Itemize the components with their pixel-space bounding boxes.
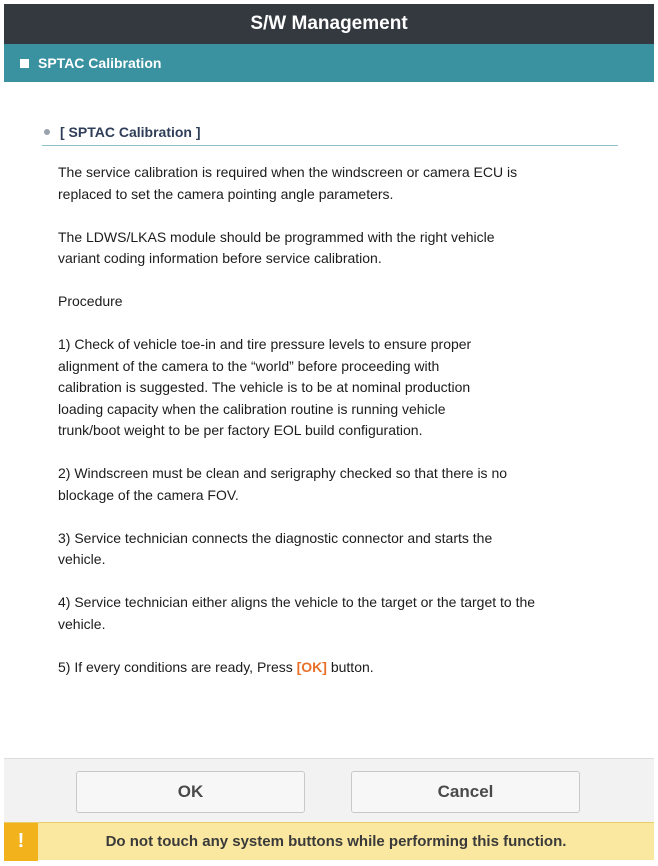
- cancel-button[interactable]: Cancel: [351, 771, 580, 813]
- section-title: [ SPTAC Calibration ]: [60, 123, 201, 140]
- content-panel: [4, 82, 654, 758]
- procedure-step-1: 1) Check of vehicle toe-in and tire pressure levels to ensure proper alignment of the camera to the “world” before proceeding with calibration is suggested. The vehicle is to be at nominal production loading capacity when the calibration routine is running vehicle trunk/boot weight to be per factory EOL build configuration.: [58, 336, 472, 438]
- subheader-label: SPTAC Calibration: [38, 55, 162, 71]
- step-5-prefix: 5) If every conditions are ready, Press: [58, 658, 297, 675]
- step-5-suffix: button.: [326, 658, 374, 675]
- section-header: [42, 118, 618, 146]
- instructions-text: [58, 162, 624, 700]
- procedure-step-5: [58, 657, 624, 679]
- warning-text: Do not touch any system buttons while performing this function.: [105, 833, 567, 850]
- warning-bar: [4, 822, 654, 860]
- procedure-step-2: 2) Windscreen must be clean and serigraphy checked so that there is no blockage of the camera FOV.: [58, 465, 508, 503]
- square-bullet-icon: [20, 59, 29, 68]
- button-bar: [4, 758, 654, 822]
- window-title-bar: [4, 4, 654, 44]
- paragraph-intro: The service calibration is required when the windscreen or camera ECU is replaced to set the camera pointing angle parameters.: [58, 164, 518, 202]
- ok-button[interactable]: OK: [76, 771, 305, 813]
- window-title: S/W Management: [250, 13, 408, 34]
- subheader-bar: [4, 44, 654, 82]
- procedure-step-4: 4) Service technician either aligns the vehicle to the target or the target to the vehicle.: [58, 594, 536, 632]
- procedure-label: Procedure: [58, 293, 123, 309]
- procedure-step-3: 3) Service technician connects the diagnostic connector and starts the vehicle.: [58, 529, 493, 567]
- paragraph-coding: The LDWS/LKAS module should be programmed with the right vehicle variant coding information before service calibration.: [58, 228, 495, 266]
- exclamation-icon: !: [4, 823, 38, 861]
- step-5-ok-highlight: [OK]: [296, 658, 327, 675]
- bullet-dot-icon: [44, 129, 50, 135]
